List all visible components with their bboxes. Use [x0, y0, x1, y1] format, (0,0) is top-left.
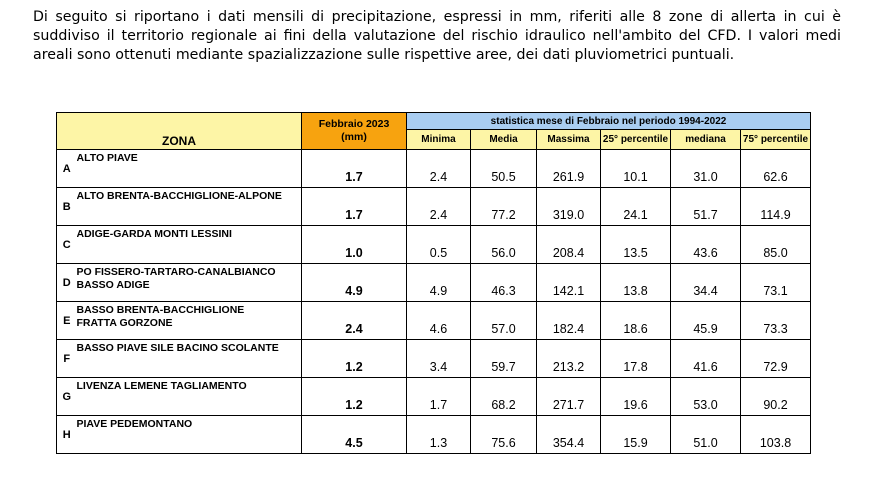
stat-value: 114.9: [741, 188, 811, 226]
stat-value: 1.3: [407, 416, 471, 454]
stat-value: 103.8: [741, 416, 811, 454]
stat-value: 53.0: [671, 378, 741, 416]
stat-value: 57.0: [471, 302, 537, 340]
stat-value: 51.0: [671, 416, 741, 454]
stat-column-header: Media: [471, 130, 537, 150]
stat-column-header: Massima: [537, 130, 601, 150]
zone-code: H: [57, 416, 77, 454]
stat-column-header: Minima: [407, 130, 471, 150]
stat-value: 85.0: [741, 226, 811, 264]
stats-header: statistica mese di Febbraio nel periodo 1994-2022: [407, 113, 811, 130]
zone-name: PO FISSERO-TARTARO-CANALBIANCO BASSO ADIGE: [77, 264, 302, 302]
stat-value: 73.1: [741, 264, 811, 302]
zone-code: A: [57, 150, 77, 188]
stat-column-header: mediana: [671, 130, 741, 150]
zone-code: G: [57, 378, 77, 416]
stat-value: 17.8: [601, 340, 671, 378]
stat-value: 0.5: [407, 226, 471, 264]
stat-value: 354.4: [537, 416, 601, 454]
intro-paragraph: Di seguito si riportano i dati mensili di precipitazione, espressi in mm, riferiti alle 8 zone di allerta in cui è suddiviso il territorio regionale ai fini della valutazione del rischio idraulico nell'ambito del CFD. I valori medi areali sono ottenuti mediante spazializzazione sulle rispettive aree, dei dati pluviometrici puntuali.: [33, 9, 841, 63]
stat-value: 19.6: [601, 378, 671, 416]
stat-column-header: 25° percentile: [601, 130, 671, 150]
stat-value: 43.6: [671, 226, 741, 264]
stat-column-header: 75° percentile: [741, 130, 811, 150]
zone-name: BASSO PIAVE SILE BACINO SCOLANTE: [77, 340, 302, 378]
stat-value: 51.7: [671, 188, 741, 226]
stat-value: 208.4: [537, 226, 601, 264]
stat-value: 31.0: [671, 150, 741, 188]
stat-value: 13.8: [601, 264, 671, 302]
zone-code: F: [57, 340, 77, 378]
table-row: [57, 302, 811, 340]
month-value: 1.7: [302, 150, 407, 188]
stat-value: 56.0: [471, 226, 537, 264]
stat-value: 46.3: [471, 264, 537, 302]
stat-value: 319.0: [537, 188, 601, 226]
zone-name: PIAVE PEDEMONTANO: [77, 416, 302, 454]
zone-name: ADIGE-GARDA MONTI LESSINI: [77, 226, 302, 264]
stat-value: 1.7: [407, 378, 471, 416]
stat-value: 24.1: [601, 188, 671, 226]
zona-header: ZONA: [57, 113, 302, 150]
stat-value: 90.2: [741, 378, 811, 416]
stat-value: 72.9: [741, 340, 811, 378]
month-value: 1.2: [302, 340, 407, 378]
stat-value: 10.1: [601, 150, 671, 188]
month-value: 4.5: [302, 416, 407, 454]
stat-value: 3.4: [407, 340, 471, 378]
stat-value: 261.9: [537, 150, 601, 188]
stat-value: 75.6: [471, 416, 537, 454]
stat-value: 4.6: [407, 302, 471, 340]
stat-value: 2.4: [407, 188, 471, 226]
zone-code: B: [57, 188, 77, 226]
month-value: 1.2: [302, 378, 407, 416]
zone-name: ALTO BRENTA-BACCHIGLIONE-ALPONE: [77, 188, 302, 226]
zone-name: BASSO BRENTA-BACCHIGLIONE FRATTA GORZONE: [77, 302, 302, 340]
stat-value: 41.6: [671, 340, 741, 378]
stat-value: 77.2: [471, 188, 537, 226]
stat-value: 50.5: [471, 150, 537, 188]
month-header-title: Febbraio 2023: [318, 118, 390, 130]
table-row: [57, 378, 811, 416]
stat-value: 45.9: [671, 302, 741, 340]
stat-value: 13.5: [601, 226, 671, 264]
stat-value: 68.2: [471, 378, 537, 416]
precipitation-table: [56, 112, 811, 454]
month-header-unit: (mm): [341, 131, 367, 143]
table-row: [57, 264, 811, 302]
stat-value: 15.9: [601, 416, 671, 454]
stat-value: 59.7: [471, 340, 537, 378]
table-row: [57, 226, 811, 264]
month-value: 1.7: [302, 188, 407, 226]
table-row: [57, 150, 811, 188]
zone-name: ALTO PIAVE: [77, 150, 302, 188]
stat-value: 62.6: [741, 150, 811, 188]
table-row: [57, 416, 811, 454]
table-row: [57, 340, 811, 378]
zone-code: E: [57, 302, 77, 340]
stat-value: 271.7: [537, 378, 601, 416]
month-value: 4.9: [302, 264, 407, 302]
month-value: 1.0: [302, 226, 407, 264]
stat-value: 18.6: [601, 302, 671, 340]
stat-value: 34.4: [671, 264, 741, 302]
month-value: 2.4: [302, 302, 407, 340]
stat-value: 142.1: [537, 264, 601, 302]
zone-code: C: [57, 226, 77, 264]
month-header: [302, 113, 407, 150]
stat-value: 182.4: [537, 302, 601, 340]
table-row: [57, 188, 811, 226]
stat-value: 2.4: [407, 150, 471, 188]
stat-value: 4.9: [407, 264, 471, 302]
zone-name: LIVENZA LEMENE TAGLIAMENTO: [77, 378, 302, 416]
zone-code: D: [57, 264, 77, 302]
stat-value: 213.2: [537, 340, 601, 378]
stat-value: 73.3: [741, 302, 811, 340]
